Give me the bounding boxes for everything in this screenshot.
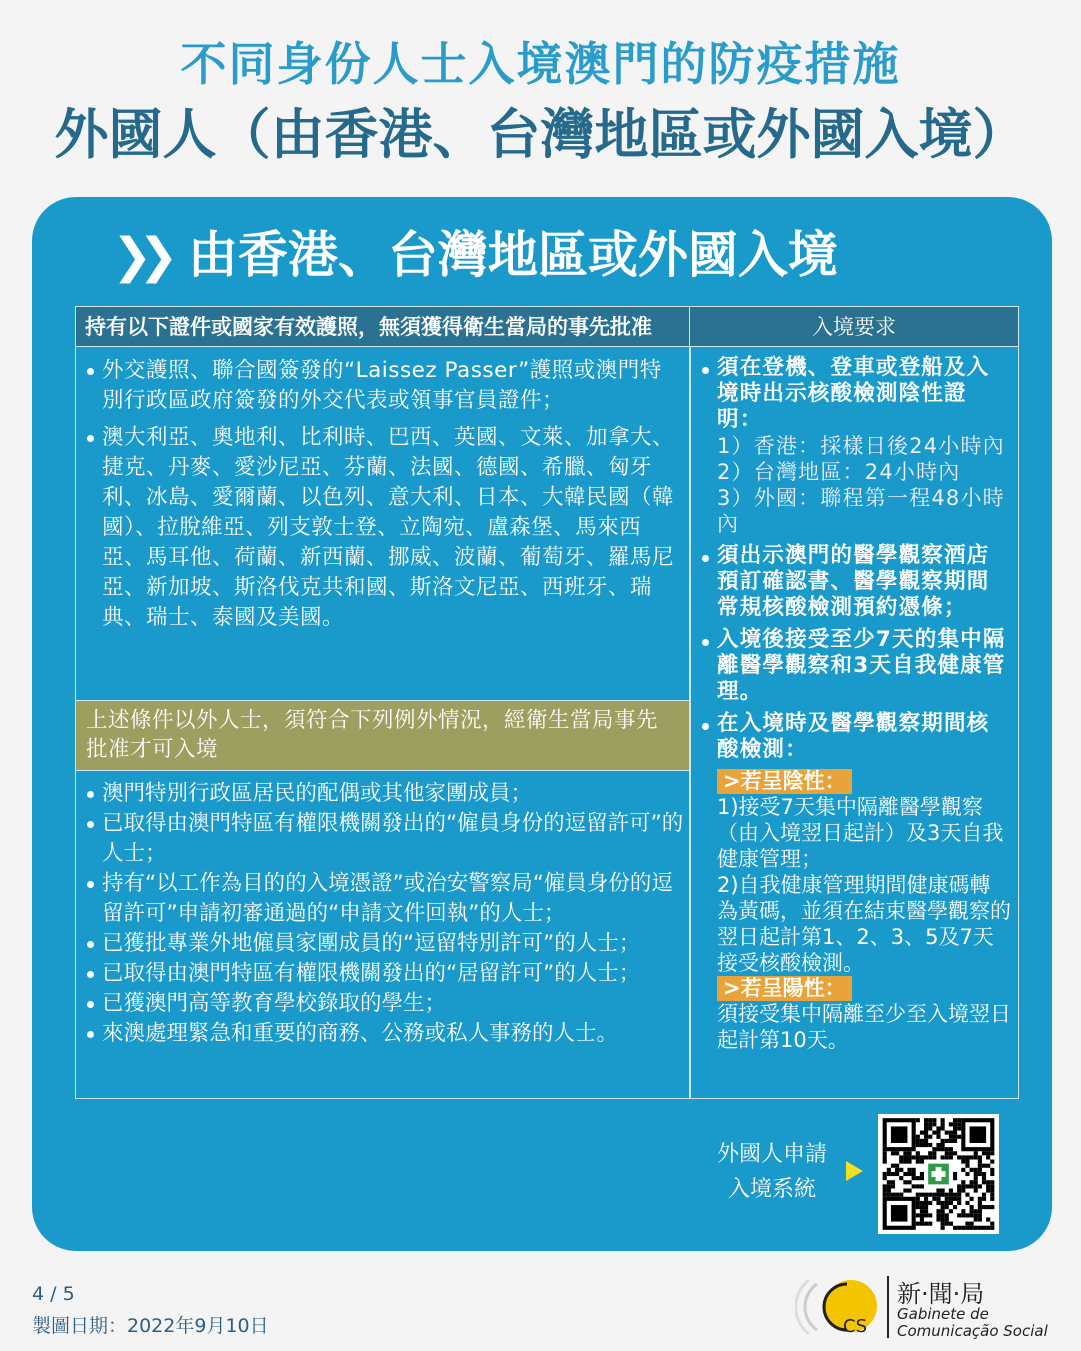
exempt-list	[84, 356, 674, 640]
list-item: 須出示澳門的醫學觀察酒店預訂確認書、醫學觀察期間常規核酸檢測預約憑條；	[699, 543, 1011, 621]
list-item	[699, 355, 1011, 537]
positive-text: 須接受集中隔離至少至入境翌日起計第10天。	[717, 1002, 1011, 1052]
gcs-logo-mark	[795, 1272, 885, 1342]
chart-date: 製圖日期：2022年9月10日	[32, 1315, 269, 1337]
requirements-table	[75, 306, 1019, 1099]
qr-label-line: 入境系統	[727, 1177, 816, 1202]
gcs-logo	[795, 1272, 1065, 1342]
logo-pt-line: Gabinete de	[897, 1305, 989, 1323]
negative-tag: >若呈陰性：	[717, 769, 852, 794]
list-item: 已獲批專業外地僱員家團成員的“逗留特別許可”的人士；	[84, 929, 689, 959]
qr-label-line: 外國人申請	[716, 1142, 827, 1167]
list-item: 已取得由澳門特區有權限機關發出的“僱員身份的逗留許可”的人士；	[84, 809, 689, 869]
exception-list	[84, 779, 689, 1049]
negative-text: 2)自我健康管理期間健康碼轉為黃碼，並須在結束醫學觀察的翌日起計第1、2、3、5及7天接受核酸檢測。	[717, 873, 1011, 975]
double-chevron-right-icon: ❯❯	[112, 228, 165, 284]
sub-item: 1）香港：採樣日後24小時內	[717, 434, 1005, 458]
list-item: 來澳處理緊急和重要的商務、公務或私人事務的人士。	[84, 1019, 689, 1049]
content-panel	[32, 197, 1052, 1251]
list-item: 澳大利亞、奧地利、比利時、巴西、英國、文萊、加拿大、捷克、丹麥、愛沙尼亞、芬蘭、法國、德國、希臘、匈牙利、冰島、愛爾蘭、以色列、意大利、日本、大韓民國（韓國）、拉脫維亞、列支敦士登、立陶宛、盧森堡、馬來西亞、馬耳他、荷蘭、新西蘭、挪威、波蘭、葡萄牙、羅馬尼亞、新加坡、斯洛伐克共和國、斯洛文尼亞、西班牙、瑞典、瑞士、泰國及美國。	[84, 423, 674, 633]
logo-pt-line: Comunicação Social	[897, 1322, 1048, 1340]
list-item: 外交護照、聯合國簽發的“Laissez Passer”護照或澳門特別行政區政府簽發的外交代表或領事官員證件；	[84, 356, 674, 416]
list-item: 入境後接受至少7天的集中隔離醫學觀察和3天自我健康管理。	[699, 627, 1011, 705]
list-item: 已取得由澳門特區有權限機關發出的“居留許可”的人士；	[84, 959, 689, 989]
right-column-header: 入境要求	[689, 307, 1018, 347]
positive-tag: >若呈陽性：	[717, 976, 852, 1001]
sub-item: 2）台灣地區：24小時內	[717, 460, 961, 484]
requirement-text: 須在登機、登車或登船及入境時出示核酸檢測陰性證明：	[717, 355, 990, 432]
exception-header: 上述條件以外人士，須符合下列例外情況，經衛生當局事先批准才可入境	[76, 700, 689, 771]
list-item: 在入境時及醫學觀察期間核酸檢測：	[699, 711, 1011, 763]
sub-item: 3）外國：聯程第一程48小時內	[717, 486, 1005, 536]
qr-code[interactable]	[878, 1114, 999, 1234]
arrow-right-icon	[846, 1161, 863, 1181]
page-subtitle: 外國人（由香港、台灣地區或外國入境）	[54, 103, 1027, 166]
logo-chinese: 新·聞·局	[897, 1280, 985, 1308]
page-title: 不同身份人士入境澳門的防疫措施	[180, 37, 901, 91]
svg-text:CS: CS	[843, 1316, 867, 1337]
list-item: 已獲澳門高等教育學校錄取的學生；	[84, 989, 689, 1019]
left-column-header: 持有以下證件或國家有效護照，無須獲得衛生當局的事先批准	[76, 307, 689, 347]
list-item: 澳門特別行政區居民的配偶或其他家團成員；	[84, 779, 689, 809]
list-item: 持有“以工作為目的的入境憑證”或治安警察局“僱員身份的逗留許可”申請初審通過的“申請文件回執”的人士；	[84, 869, 689, 929]
entry-requirements	[699, 355, 1011, 1053]
panel-heading-text: 由香港、台灣地區或外國入境	[187, 226, 838, 284]
panel-heading	[112, 215, 838, 287]
negative-text: 1)接受7天集中隔離醫學觀察（由入境翌日起計）及3天自我健康管理；	[717, 795, 1004, 871]
page-number: 4 / 5	[32, 1283, 75, 1305]
column-divider	[689, 307, 691, 1098]
qr-label	[712, 1137, 832, 1207]
